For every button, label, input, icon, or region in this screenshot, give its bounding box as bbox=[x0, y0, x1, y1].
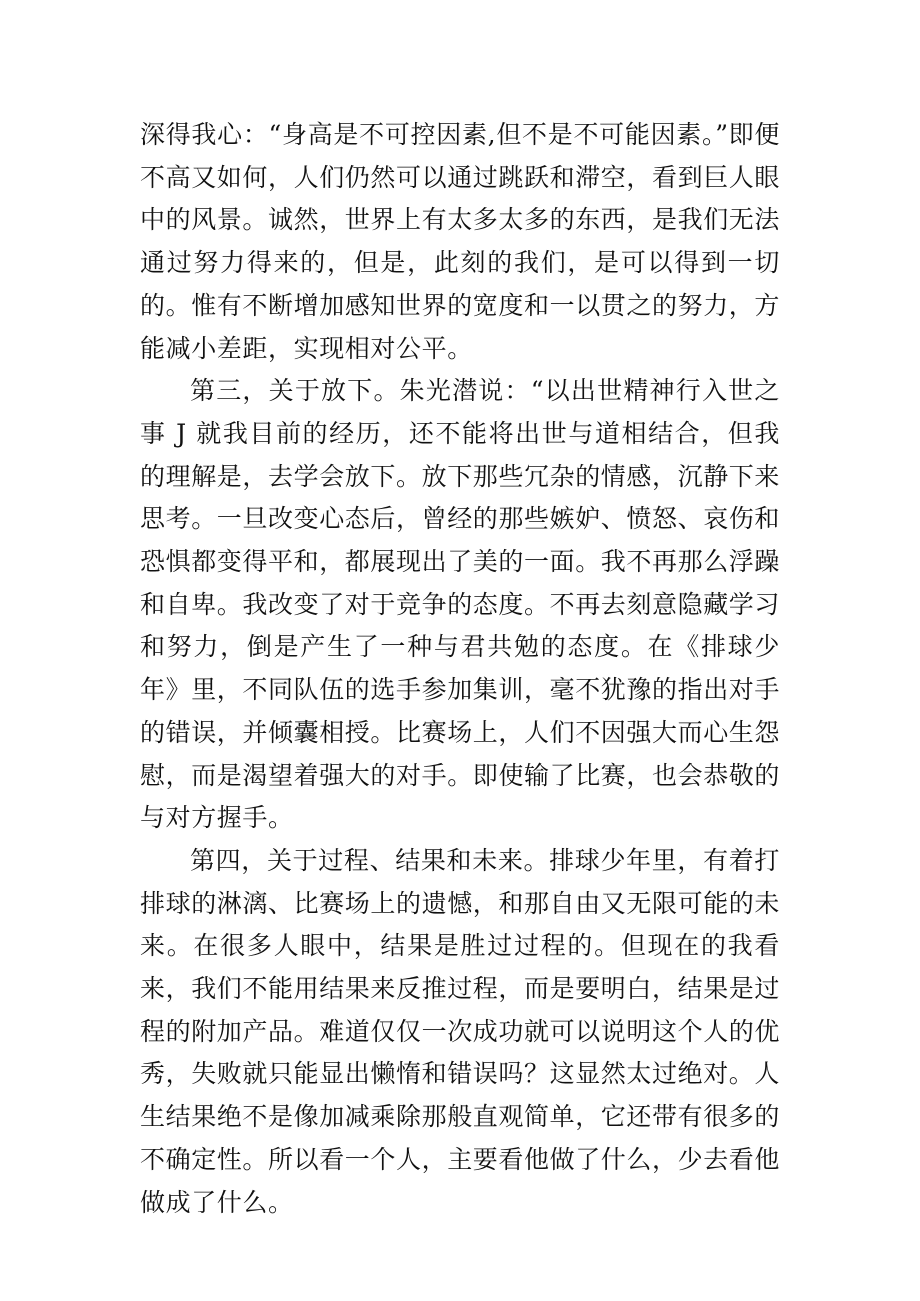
paragraph-third-letting-go: 第三，关于放下。朱光潜说：“以出世精神行入世之事 J 就我目前的经历，还不能将出世与道相结合，但我的理解是，去学会放下。放下那些冗杂的情感，沉静下来思考。一旦改变心态后，曾经的那些嫉妒、愤怒、哀伤和恐惧都变得平和，都展现出了美的一面。我不再那么浮躁和自卑。我改变了对于竞争的态度。不再去刻意隐藏学习和努力，倒是产生了一种与君共勉的态度。在《排球少年》里，不同队伍的选手参加集训，毫不犹豫的指出对手的错误，并倾囊相授。比赛场上，人们不因强大而心生怨慰，而是渴望着强大的对手。即使输了比赛，也会恭敬的与对方握手。 bbox=[140, 376, 781, 833]
paragraph-continued: 深得我心：“身高是不可控因素,但不是不可能因素。”即便不高又如何，人们仍然可以通过跳跃和滞空，看到巨人眼中的风景。诚然，世界上有太多太多的东西，是我们无法通过努力得来的，但是，此刻的我们，是可以得到一切的。惟有不断增加感知世界的宽度和一以贯之的努力，方能减小差距，实现相对公平。 bbox=[140, 120, 781, 363]
essay-text-block bbox=[140, 114, 780, 1224]
paragraph-fourth-process-result-future: 第四，关于过程、结果和未来。排球少年里，有着打排球的淋漓、比赛场上的遗憾，和那自由又无限可能的未来。在很多人眼中，结果是胜过过程的。但现在的我看来，我们不能用结果来反推过程，而是要明白，结果是过程的附加产品。难道仅仅一次成功就可以说明这个人的优秀，失败就只能显出懒惰和错误吗？这显然太过绝对。人生结果绝不是像加减乘除那般直观简单，它还带有很多的不确定性。所以看一个人，主要看他做了什么，少去看他做成了什么。 bbox=[140, 845, 781, 1217]
